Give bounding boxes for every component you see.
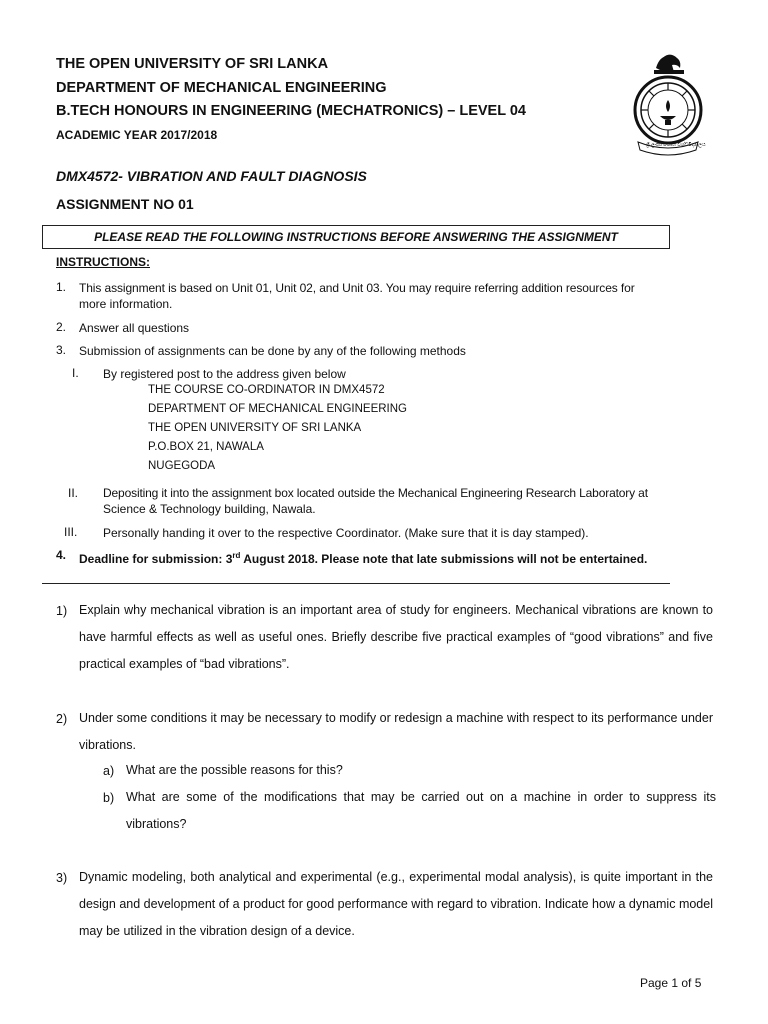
method-2-text: Depositing it into the assignment box located outside the Mechanical Engineering Research Laboratory at Science & Technology building, Nawala.	[103, 486, 648, 516]
question-2-text: Under some conditions it may be necessary to modify or redesign a machine with respect to its performance under vibrations.	[79, 711, 713, 752]
address-line: DEPARTMENT OF MECHANICAL ENGINEERING	[148, 403, 407, 415]
logo-motto: ශ්‍රී ලංකා විවෘත විශ්වවිද්‍යාලය	[646, 142, 706, 148]
question-2a-number: a)	[103, 764, 115, 778]
assignment-number: ASSIGNMENT NO 01	[56, 196, 194, 212]
deadline-text: Deadline for submission: 3rd August 2018. Please note that late submissions will not be entertained.	[79, 551, 648, 566]
instruction-4-number: 4.	[56, 548, 67, 562]
university-logo	[630, 50, 706, 158]
address-line: NUGEGODA	[148, 460, 216, 472]
section-divider	[42, 583, 670, 584]
instruction-2-text: Answer all questions	[79, 321, 190, 335]
instructions-heading: INSTRUCTIONS:	[56, 255, 150, 269]
question-2-number: 2)	[56, 712, 68, 726]
method-3-text: Personally handing it over to the respective Coordinator. (Make sure that it is day stamped).	[103, 526, 589, 540]
question-1-text: Explain why mechanical vibration is an important area of study for engineers. Mechanical vibrations are known to have harmful effects as well as useful ones. Briefly describe five practical examples of “good vibrations” and five practical examples of “bad vibrations”.	[79, 603, 713, 671]
question-2b-number: b)	[103, 791, 115, 805]
university-name: THE OPEN UNIVERSITY OF SRI LANKA	[56, 56, 329, 72]
address-line: THE COURSE CO-ORDINATOR IN DMX4572	[148, 384, 385, 396]
instruction-1-text: This assignment is based on Unit 01, Unit 02, and Unit 03. You may require referring addition resources for more information.	[79, 281, 635, 311]
address-line: P.O.BOX 21, NAWALA	[148, 441, 264, 453]
instruction-3-text: Submission of assignments can be done by any of the following methods	[79, 344, 466, 358]
programme-name: B.TECH HONOURS IN ENGINEERING (MECHATRONICS) – LEVEL 04	[56, 103, 526, 119]
academic-year: ACADEMIC YEAR 2017/2018	[56, 128, 218, 142]
course-title: DMX4572- VIBRATION AND FAULT DIAGNOSIS	[56, 168, 367, 184]
question-2a-text: What are the possible reasons for this?	[126, 763, 343, 777]
department-name: DEPARTMENT OF MECHANICAL ENGINEERING	[56, 80, 387, 96]
question-2b-text: What are some of the modifications that may be carried out on a machine in order to suppress its vibrations?	[126, 790, 716, 831]
instruction-notice-box: PLEASE READ THE FOLLOWING INSTRUCTIONS BEFORE ANSWERING THE ASSIGNMENT	[42, 225, 670, 249]
method-1-number: I.	[72, 366, 79, 380]
address-line: THE OPEN UNIVERSITY OF SRI LANKA	[148, 422, 362, 434]
method-3-number: III.	[64, 525, 78, 539]
question-3-number: 3)	[56, 871, 68, 885]
question-1-number: 1)	[56, 604, 68, 618]
method-1-text: By registered post to the address given below	[103, 367, 346, 381]
instruction-3-number: 3.	[56, 343, 67, 357]
method-2-number: II.	[68, 486, 79, 500]
page-number: Page 1 of 5	[640, 976, 702, 990]
instruction-1-number: 1.	[56, 280, 67, 294]
question-3-text: Dynamic modeling, both analytical and experimental (e.g., experimental modal analysis), is quite important in the design and development of a product for good performance with regard to vibration. Indicate how a dynamic model may be utilized in the vibration design of a device.	[79, 870, 713, 938]
instruction-2-number: 2.	[56, 320, 67, 334]
